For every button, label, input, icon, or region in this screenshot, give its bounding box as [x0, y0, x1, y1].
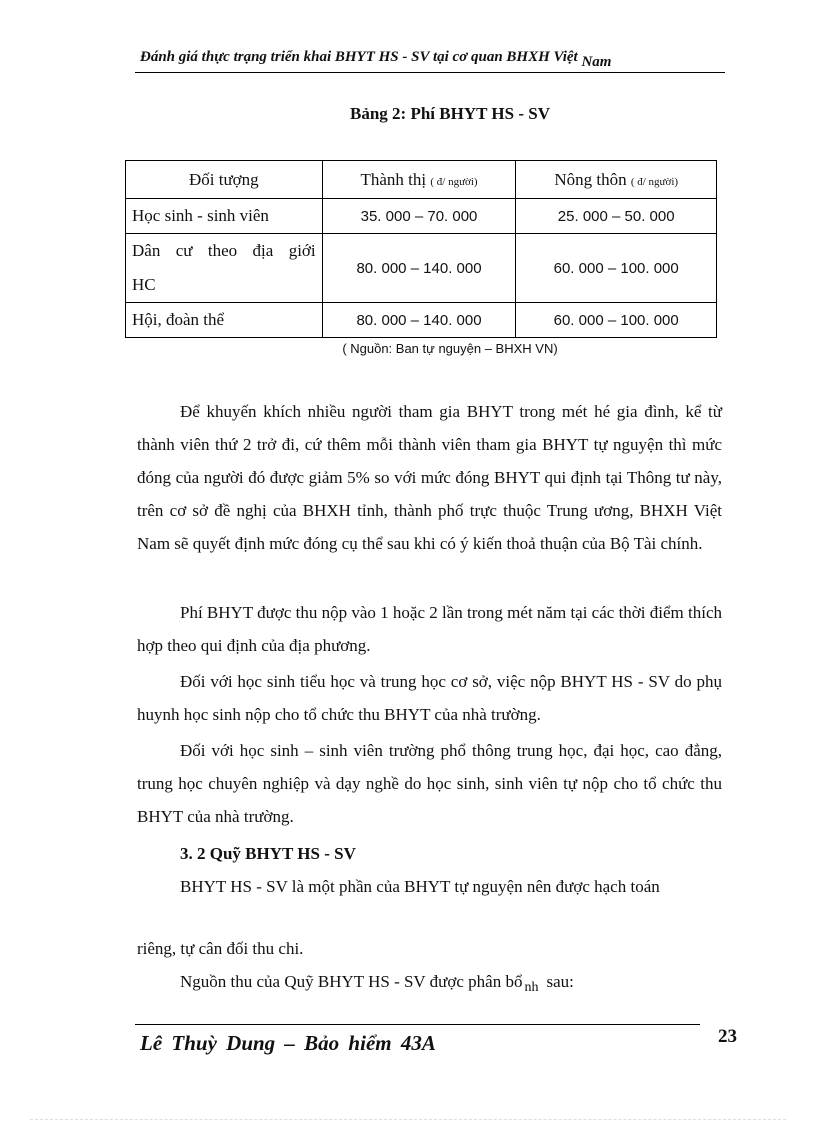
urban-fee-cell: 80. 000 – 140. 000 [322, 303, 516, 338]
body-line: BHYT HS - SV là một phần của BHYT tự nguyện nên được hạch toán [180, 877, 660, 896]
header-title-end: Nam [581, 54, 612, 70]
header-divider [135, 72, 725, 73]
unit-label: ( đ/ người) [630, 175, 679, 188]
section-heading: 3. 2 Quỹ BHYT HS - SV [180, 844, 356, 863]
footer-divider [135, 1024, 700, 1025]
table-caption: Bảng 2: Phí BHYT HS - SV [350, 104, 550, 123]
rural-fee-cell: 60. 000 – 100. 000 [516, 234, 717, 303]
body-line: Nguồn thu của Quỹ BHYT HS - SV được phân bổ $_{nh}$ sau: [180, 972, 574, 995]
column-header-rural: Nông thôn ( đ/ người) [516, 161, 717, 199]
paragraph-payment-schedule: Phí BHYT được thu nộp vào 1 hoặc 2 lần trong mét năm tại các thời điểm thích hợp theo qui định của địa phương. [137, 603, 722, 655]
row-label [126, 234, 323, 303]
table-row [126, 234, 717, 303]
body-line: riêng, tự cân đối thu chi. [137, 939, 304, 958]
row-label-line2: HC [132, 275, 156, 294]
table-row [126, 303, 717, 338]
running-header [140, 49, 612, 70]
urban-fee-cell: 80. 000 – 140. 000 [322, 234, 516, 303]
row-label: Hội, đoàn thể [126, 303, 323, 338]
table-source-note: ( Nguồn: Ban tự nguyện – BHXH VN) [342, 341, 558, 356]
subscript-fragment: nh [524, 980, 539, 995]
rural-fee-cell: 60. 000 – 100. 000 [516, 303, 717, 338]
column-header-urban: Thành thị ( đ/ người) [322, 161, 516, 199]
header-title-text: Đánh giá thực trạng triển khai BHYT HS - SV tại cơ quan BHXH Việt [140, 49, 578, 65]
unit-label: ( đ/ người) [430, 175, 478, 188]
table-row [126, 199, 717, 234]
urban-fee-cell: 35. 000 – 70. 000 [322, 199, 516, 234]
column-header-target: Đối tượng [126, 161, 323, 199]
page-number: 23 [718, 1026, 737, 1047]
table-header-row [126, 161, 717, 199]
rural-fee-cell: 25. 000 – 50. 000 [516, 199, 717, 234]
row-label: Học sinh - sinh viên [126, 199, 323, 234]
fee-table [125, 160, 717, 338]
paragraph-primary-students: Đối với học sinh tiểu học và trung học cơ sở, việc nộp BHYT HS - SV do phụ huynh học sinh nộp cho tổ chức thu BHYT của nhà trường. [137, 672, 722, 724]
paragraph-family-discount: Để khuyến khích nhiều người tham gia BHYT trong mét hé gia đình, kể từ thành viên thứ 2 trở đi, cứ thêm mỗi thành viên tham gia BHYT tự nguyện thì mức đóng của người đó được giảm 5% so với mức đóng BHYT qui định tại Thông tư này, trên cơ sở đề nghị của BHXH tỉnh, thành phố trực thuộc Trung ương, BHXH Việt Nam sẽ quyết định mức đóng cụ thể sau khi có ý kiến thoả thuận của Bộ Tài chính. [137, 402, 722, 553]
paragraph-secondary-students: Đối với học sinh – sinh viên trường phổ thông trung học, đại học, cao đẳng, trung học chuyên nghiệp và dạy nghề do học sinh, sinh viên tự nộp cho tổ chức thu BHYT của nhà trường. [137, 741, 722, 826]
row-label-line1: Dân cư theo địa giới [132, 241, 316, 260]
page-edge-divider [30, 1119, 786, 1120]
footer-author: Lê Thuỳ Dung – Bảo hiểm 43A [140, 1031, 436, 1055]
